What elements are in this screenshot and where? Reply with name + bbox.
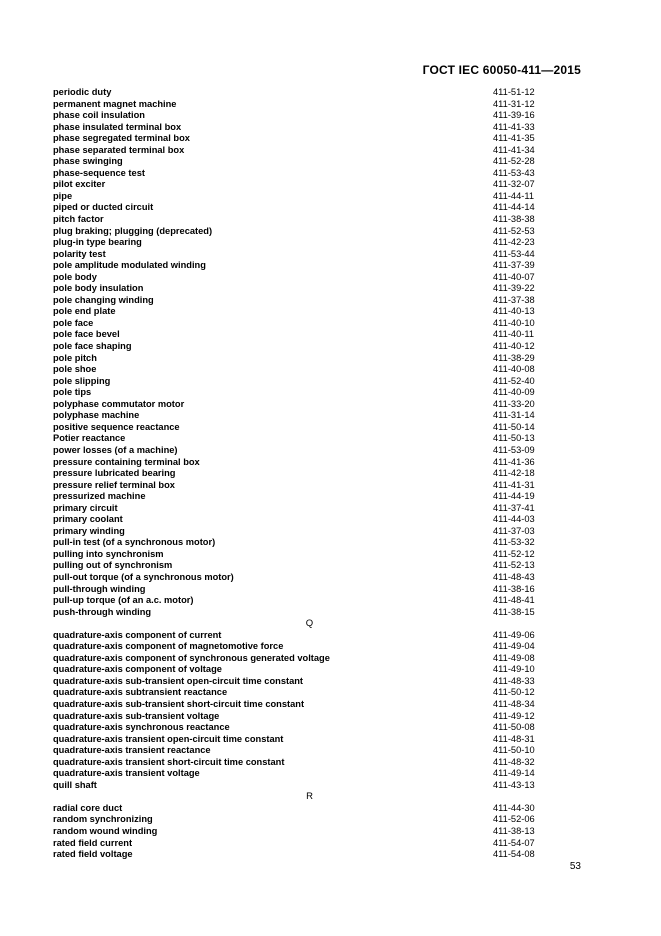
entry-code: 411-50-13 [493, 433, 535, 444]
entry-code: 411-52-40 [493, 375, 535, 386]
entry-term: pull-up torque (of an a.c. motor) [53, 595, 194, 606]
entry-code: 411-33-20 [493, 398, 535, 409]
entry-code: 411-50-10 [493, 745, 535, 756]
entry-code: 411-44-14 [493, 202, 535, 213]
entry-code: 411-49-06 [493, 629, 535, 640]
index-entry [53, 87, 566, 99]
index-entry [53, 226, 566, 238]
entry-term: pole slipping [53, 375, 111, 386]
entry-code: 411-37-41 [493, 502, 535, 513]
entry-term: power losses (of a machine) [53, 444, 178, 455]
entry-term: phase segregated terminal box [53, 133, 190, 144]
index-entry [53, 757, 566, 769]
entry-term: plug braking; plugging (deprecated) [53, 225, 213, 236]
entry-term: pole end plate [53, 306, 116, 317]
index-entry [53, 491, 566, 503]
entry-code: 411-44-30 [493, 802, 535, 813]
entry-term: pressure relief terminal box [53, 479, 175, 490]
index-entry [53, 410, 566, 422]
entry-term: pulling out of synchronism [53, 560, 173, 571]
index-entry [53, 353, 566, 365]
entry-term: rated field voltage [53, 849, 133, 860]
entry-code: 411-38-16 [493, 583, 535, 594]
entry-code: 411-39-16 [493, 110, 535, 121]
index-entry [53, 826, 566, 838]
index-entry [53, 584, 566, 596]
entry-term: pole face [53, 317, 94, 328]
entry-code: 411-50-14 [493, 421, 535, 432]
index-entry [53, 457, 566, 469]
index-entry [53, 237, 566, 249]
entry-term: pitch factor [53, 214, 104, 225]
entry-term: Potier reactance [53, 433, 126, 444]
entry-term: pressurized machine [53, 491, 146, 502]
entry-code: 411-53-44 [493, 248, 535, 259]
entry-code: 411-40-11 [493, 329, 535, 340]
index-entry [53, 260, 566, 272]
index-entry [53, 572, 566, 584]
index-entry [53, 849, 566, 861]
entry-code: 411-50-08 [493, 722, 535, 733]
entry-code: 411-52-28 [493, 156, 535, 167]
entry-term: push-through winding [53, 606, 152, 617]
entry-code: 411-48-31 [493, 733, 535, 744]
index-entry [53, 99, 566, 111]
entry-code: 411-48-33 [493, 675, 535, 686]
entry-term: quadrature-axis synchronous reactance [53, 722, 230, 733]
entry-code: 411-37-39 [493, 260, 535, 271]
entry-code: 411-49-04 [493, 641, 535, 652]
entry-term: quadrature-axis component of magnetomotive force [53, 641, 284, 652]
entry-code: 411-49-12 [493, 710, 535, 721]
entry-term: pole face bevel [53, 329, 120, 340]
entry-term: quadrature-axis subtransient reactance [53, 687, 228, 698]
entry-term: quadrature-axis transient short-circuit time constant [53, 756, 285, 767]
entry-term: quadrature-axis component of current [53, 629, 222, 640]
entry-term: radial core duct [53, 802, 123, 813]
index-entry [53, 156, 566, 168]
index-entry [53, 122, 566, 134]
entry-code: 411-53-43 [493, 167, 535, 178]
index-entry [53, 168, 566, 180]
index-entry [53, 202, 566, 214]
entry-code: 411-41-34 [493, 144, 535, 155]
index-entry [53, 734, 566, 746]
entry-term: rated field current [53, 837, 133, 848]
entry-code: 411-38-13 [493, 826, 535, 836]
entry-code: 411-42-18 [493, 468, 535, 479]
entry-term: pole pitch [53, 352, 97, 363]
entry-code: 411-44-11 [493, 190, 535, 201]
entry-code: 411-42-23 [493, 237, 535, 248]
index-entry [53, 283, 566, 295]
entry-code: 411-40-13 [493, 306, 535, 317]
index-entry [53, 768, 566, 780]
index-entry [53, 318, 566, 330]
entry-code: 411-52-53 [493, 225, 535, 236]
entry-code: 411-48-41 [493, 595, 535, 606]
entry-term: phase separated terminal box [53, 144, 185, 155]
entry-code: 411-38-15 [493, 606, 535, 617]
entry-code: 411-31-14 [493, 410, 535, 421]
entry-code: 411-50-12 [493, 687, 535, 698]
entry-term: quadrature-axis component of synchronous generated voltage [53, 652, 330, 663]
entry-term: quadrature-axis transient open-circuit time constant [53, 733, 284, 744]
entry-code: 411-31-12 [493, 98, 535, 109]
entry-code: 411-48-32 [493, 756, 535, 767]
index-entry [53, 433, 566, 445]
entry-code: 411-38-38 [493, 214, 535, 225]
entry-term: positive sequence reactance [53, 421, 180, 432]
index-entry [53, 664, 566, 676]
index-entry [53, 630, 566, 642]
entry-term: quadrature-axis component of voltage [53, 664, 222, 675]
index-entry [53, 387, 566, 399]
entry-term: pole body insulation [53, 283, 144, 294]
index-entry [53, 607, 566, 619]
index-entry [53, 676, 566, 688]
index-entry [53, 480, 566, 492]
entry-term: polyphase commutator motor [53, 398, 185, 409]
entry-term: phase insulated terminal box [53, 121, 182, 132]
index-entry [53, 549, 566, 561]
entry-term: pole tips [53, 387, 92, 398]
index-entry [53, 503, 566, 515]
document-header: ГОСТ IEC 60050-411—2015 [422, 63, 581, 77]
entry-term: pole face shaping [53, 341, 132, 352]
entry-term: phase-sequence test [53, 167, 145, 178]
index-entry [53, 329, 566, 341]
entry-term: quadrature-axis transient reactance [53, 745, 211, 756]
entry-code: 411-40-07 [493, 271, 535, 282]
entry-code: 411-48-34 [493, 698, 535, 709]
index-entry [53, 526, 566, 538]
index-entry [53, 803, 566, 815]
entry-term: quadrature-axis sub-transient open-circuit time constant [53, 675, 304, 686]
index-entry [53, 711, 566, 723]
index-entry [53, 249, 566, 261]
entry-term: pipe [53, 190, 73, 201]
entry-code: 411-49-10 [493, 664, 535, 675]
entry-term: pull-in test (of a synchronous motor) [53, 537, 216, 548]
entry-term: pole amplitude modulated winding [53, 260, 206, 271]
entry-term: periodic duty [53, 87, 112, 97]
entry-code: 411-41-31 [493, 479, 535, 490]
entry-code: 411-32-07 [493, 179, 535, 190]
index-entry [53, 422, 566, 434]
index-entry [53, 179, 566, 191]
entry-term: plug-in type bearing [53, 237, 142, 248]
entry-term: pole shoe [53, 364, 97, 375]
entry-term: polarity test [53, 248, 106, 259]
entry-code: 411-52-13 [493, 560, 535, 571]
entry-term: polyphase machine [53, 410, 140, 421]
index-entry [53, 653, 566, 665]
entry-code: 411-37-03 [493, 525, 535, 536]
index-entry [53, 399, 566, 411]
index-entry [53, 641, 566, 653]
index-entry [53, 468, 566, 480]
index-entry [53, 133, 566, 145]
index-entry [53, 445, 566, 457]
index-entry [53, 722, 566, 734]
index-entry [53, 110, 566, 122]
entry-term: pressure containing terminal box [53, 456, 200, 467]
entry-term: random wound winding [53, 826, 158, 836]
section-letter: R [306, 791, 313, 803]
entry-code: 411-44-19 [493, 491, 535, 502]
index-entry [53, 341, 566, 353]
entry-term: pull-through winding [53, 583, 146, 594]
index-entry [53, 560, 566, 572]
index-entry [53, 699, 566, 711]
index-entry [53, 376, 566, 388]
entry-term: random synchronizing [53, 814, 153, 825]
entry-term: primary winding [53, 525, 125, 536]
page-number: 53 [569, 861, 581, 872]
entry-term: pilot exciter [53, 179, 106, 190]
entry-code: 411-49-14 [493, 768, 535, 779]
entry-term: phase coil insulation [53, 110, 145, 121]
entry-code: 411-41-36 [493, 456, 535, 467]
entry-term: pole body [53, 271, 97, 282]
entry-code: 411-54-08 [493, 849, 535, 860]
entry-code: 411-38-29 [493, 352, 535, 363]
index-entry [53, 537, 566, 549]
index-entry [53, 191, 566, 203]
entry-code: 411-41-35 [493, 133, 535, 144]
index-entry [53, 687, 566, 699]
entry-term: pressure lubricated bearing [53, 468, 176, 479]
index-entry [53, 514, 566, 526]
entry-term: permanent magnet machine [53, 98, 177, 109]
index-entry [53, 838, 566, 850]
entry-code: 411-43-13 [493, 779, 535, 790]
entry-term: quadrature-axis sub-transient short-circuit time constant [53, 698, 305, 709]
entry-code: 411-41-33 [493, 121, 535, 132]
entry-code: 411-53-32 [493, 537, 535, 548]
index-entry [53, 306, 566, 318]
entry-code: 411-44-03 [493, 514, 535, 525]
index-entry [53, 145, 566, 157]
term-index [53, 87, 566, 861]
index-entry [53, 780, 566, 792]
entry-term: primary circuit [53, 502, 118, 513]
entry-code: 411-40-09 [493, 387, 535, 398]
entry-code: 411-48-43 [493, 571, 535, 582]
entry-code: 411-37-38 [493, 294, 535, 305]
entry-code: 411-54-07 [493, 837, 535, 848]
entry-term: primary coolant [53, 514, 123, 525]
entry-term: quadrature-axis sub-transient voltage [53, 710, 220, 721]
entry-code: 411-52-12 [493, 548, 535, 559]
section-letter: Q [305, 618, 314, 630]
index-entry [53, 214, 566, 226]
entry-term: pole changing winding [53, 294, 154, 305]
entry-term: pulling into synchronism [53, 548, 164, 559]
entry-term: quill shaft [53, 779, 97, 790]
entry-term: quadrature-axis transient voltage [53, 768, 200, 779]
index-entry [53, 595, 566, 607]
entry-term: piped or ducted circuit [53, 202, 154, 213]
index-entry [53, 364, 566, 376]
entry-code: 411-49-08 [493, 652, 535, 663]
entry-code: 411-40-12 [493, 341, 535, 352]
index-entry [53, 745, 566, 757]
entry-code: 411-40-10 [493, 317, 535, 328]
entry-code: 411-52-06 [493, 814, 535, 825]
entry-code: 411-40-08 [493, 364, 535, 375]
entry-term: phase swinging [53, 156, 123, 167]
entry-code: 411-51-12 [493, 87, 535, 97]
index-entry [53, 295, 566, 307]
index-entry [53, 814, 566, 826]
index-entry [53, 272, 566, 284]
entry-code: 411-53-09 [493, 444, 535, 455]
entry-code: 411-39-22 [493, 283, 535, 294]
entry-term: pull-out torque (of a synchronous motor) [53, 571, 234, 582]
